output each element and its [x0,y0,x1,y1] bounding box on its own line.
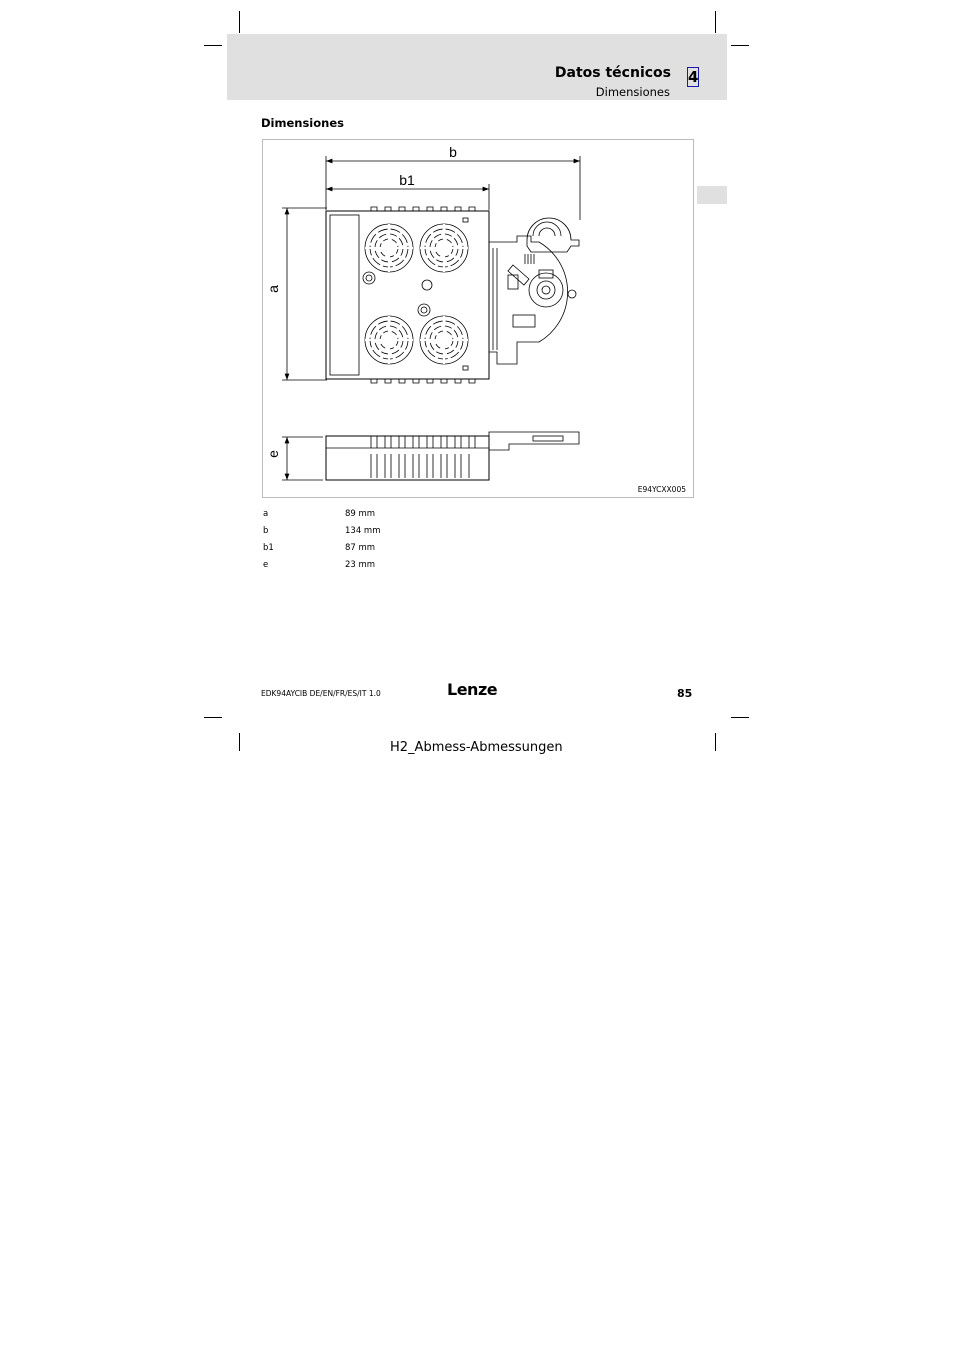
figure-id: E94YCXX005 [637,485,686,494]
crop-mark [239,733,240,751]
chapter-subtitle: Dimensiones [595,85,670,99]
dimension-value: 134 mm [345,526,381,536]
module-side-view [326,436,489,480]
chapter-title: Datos técnicos [554,65,671,81]
label-a: a [265,285,281,293]
crop-mark [715,733,716,751]
dimension-key: b1 [263,543,274,553]
label-e: e [265,450,281,458]
dimension-value: 87 mm [345,543,376,553]
lenze-logo: Lenze [447,680,498,699]
chapter-header [227,34,727,100]
crop-mark [239,11,240,33]
dimension-row [263,543,463,555]
dimension-drawing [262,139,694,498]
dimension-row [263,560,463,572]
file-label: H2_Abmess-Abmessungen [390,740,563,755]
dimension-value: 89 mm [345,509,376,519]
section-title: Dimensiones [261,116,344,130]
crop-mark [731,717,749,718]
side-tab-marker [697,186,727,204]
crop-mark [204,717,222,718]
dimension-row [263,526,463,538]
dimension-value: 23 mm [345,560,376,570]
label-b1: b1 [399,172,415,188]
crop-mark [204,45,222,46]
crop-mark [715,11,716,33]
dimension-key: a [263,509,269,519]
document-id: EDK94AYCIB DE/EN/FR/ES/IT 1.0 [261,689,381,698]
label-b: b [449,144,457,160]
page-number: 85 [677,687,693,700]
dimension-key: e [263,560,269,570]
dimension-row [263,509,463,521]
dimension-drawing-svg [263,140,695,499]
chapter-number: 4 [688,68,699,86]
dimension-key: b [263,526,269,536]
crop-mark [731,45,749,46]
